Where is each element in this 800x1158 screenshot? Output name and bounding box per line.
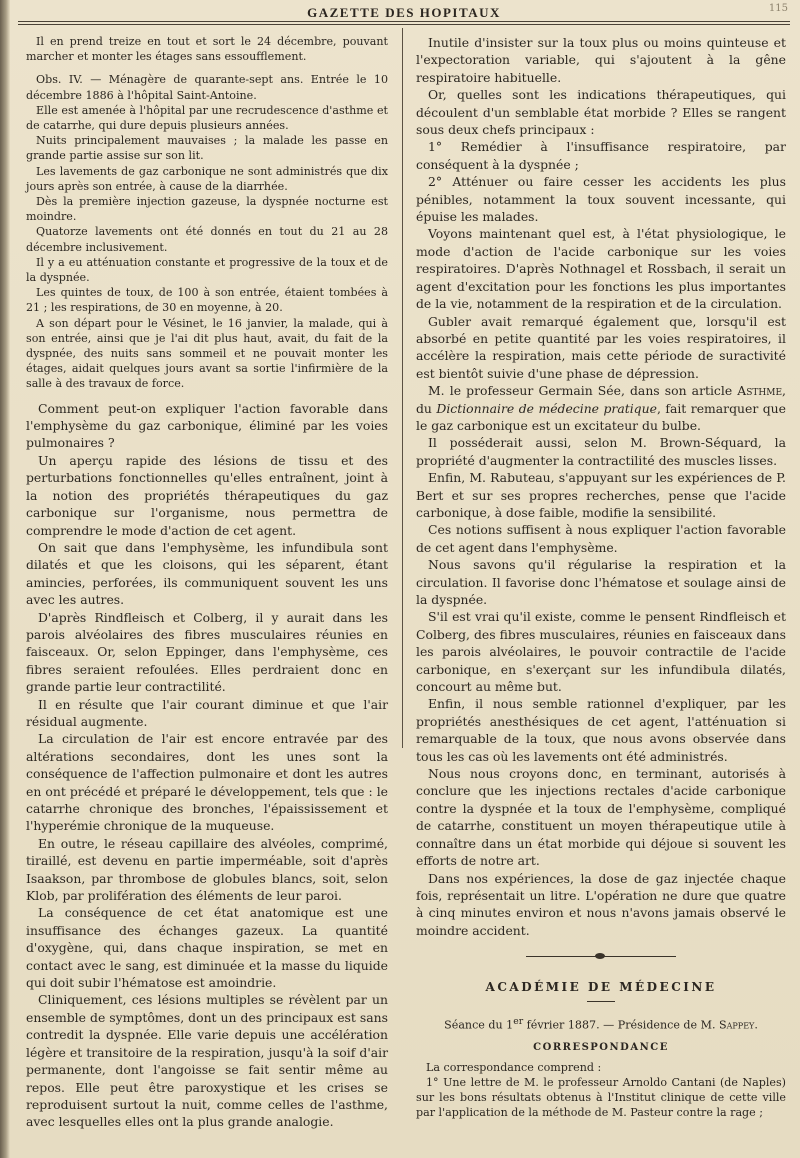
- paragraph: Il en résulte que l'air courant diminue et que l'air résidual augmente.: [26, 696, 388, 729]
- case-observation: [26, 34, 388, 392]
- paragraph: Enfin, M. Rabuteau, s'appuyant sur les expériences de P. Bert et sur ses propres recherches, pense que l'acide carbonique, à dose faible, modifie la sensibilité.: [416, 470, 786, 520]
- paragraph: 1° Une lettre de M. le professeur Arnoldo Cantani (de Naples) sur les bons résultats obtenus à l'Institut clinique de cette ville par l'application de la méthode de M. Pasteur contre la rage ;: [416, 1075, 786, 1120]
- journal-title: GAZETTE DES HOPITAUX: [307, 5, 501, 20]
- academy-section: [416, 1014, 786, 1121]
- subhead-correspondance: CORRESPONDANCE: [533, 1042, 669, 1054]
- paragraph: Gubler avait remarqué également que, lorsqu'il est absorbé en petite quantité par les voies respiratoires, il accélère la respiration, mais cette période de suractivité est bientôt suivie d'une phase de dépression.: [416, 313, 786, 381]
- president-name: Sappey: [719, 1018, 755, 1032]
- page-number: 115: [768, 3, 788, 14]
- paragraph: Il y a eu atténuation constante et progressive de la toux et de la dyspnée.: [26, 255, 388, 285]
- header-rule: [18, 21, 790, 22]
- paragraph: Les lavements de gaz carbonique ne sont administrés que dix jours après son entrée, à cause de la diarrhée.: [26, 164, 388, 193]
- session-line: Séance du 1er février 1887. — Présidence de M. Sappey.: [444, 1015, 758, 1032]
- paragraph: En outre, le réseau capillaire des alvéoles, comprimé, tiraillé, est devenu en partie imperméable, soit d'après Isaakson, par thrombose de globules blancs, soit, selon Klob, par prolifération des éléments de leur paroi.: [26, 835, 388, 904]
- paragraph: Inutile d'insister sur la toux plus ou moins quinteuse et l'expectoration variable, qui s'ajoutent à la gêne respiratoire habituelle.: [416, 35, 786, 85]
- paragraph: A son départ pour le Vésinet, le 16 janvier, la malade, qui à son entrée, ainsi que je l'ai dit plus haut, avait, du fait de la dyspnée, des nuits sans sommeil et ne pouvait monter les étages, aidait quelques jours avant sa sortie l'infirmière de la salle à des travaux de force.: [26, 316, 388, 391]
- paragraph: Enfin, il nous semble rationnel d'expliquer, par les propriétés anesthésiques de cet agent, l'atténuation si remarquable de la toux, que nous avons observée dans tous les cas où les lavements ont été administrés.: [416, 696, 786, 764]
- paragraph: La circulation de l'air est encore entravée par des altérations secondaires, dont les unes sont la conséquence de l'affection pulmonaire et dont les autres en ont précédé et préparé le développement, tels que : le catarrhe chronique des bronches, l'épaississement et l'hyperémie chronique de la muqueuse.: [26, 731, 388, 834]
- page-binding-edge: [0, 0, 10, 1158]
- paragraph: On sait que dans l'emphysème, les infundibula sont dilatés et que les cloisons, qui les séparent, étant amincies, perforées, ils communiquent souvent les uns avec les autres.: [26, 539, 388, 608]
- paragraph: Les quintes de toux, de 100 à son entrée, étaient tombées à 21 ; les respirations, de 30 en moyenne, à 20.: [26, 286, 388, 315]
- paragraph: 1° Remédier à l'insuffisance respiratoire, par conséquent à la dyspnée ;: [416, 139, 786, 172]
- paragraph: Dans nos expériences, la dose de gaz injectée chaque fois, représentait un litre. L'opération ne dure que quatre à cinq minutes environ et nous n'avons jamais observé le moindre accident.: [416, 870, 786, 938]
- paragraph: Il posséderait aussi, selon M. Brown-Séquard, la propriété d'augmenter la contractilité des muscles lisses.: [416, 435, 786, 468]
- paragraph: Nuits principalement mauvaises ; la malade les passe en grande partie assise sur son lit.: [26, 134, 388, 163]
- paragraph: Nous nous croyons donc, en terminant, autorisés à conclure que les injections rectales d'acide carbonique contre la dyspnée et la toux de l'emphysème, compliqué de catarrhe, constituent un moyen thérapeutique utile à connaître dans un état morbide qui déjoue si souvent les efforts de notre art.: [416, 766, 786, 869]
- paragraph: Un aperçu rapide des lésions de tissu et des perturbations fonctionnelles qu'elles entraînent, joint à la notion des propriétés thérapeutiques du gaz carbonique sur l'organisme, nous permettra de comprendre le mode d'action de cet agent.: [26, 452, 388, 538]
- paragraph: Il en prend treize en tout et sort le 24 décembre, pouvant marcher et monter les étages sans essoufflement.: [26, 35, 388, 64]
- paragraph: Obs. IV. — Ménagère de quarante-sept ans. Entrée le 10 décembre 1886 à l'hôpital Saint-Antoine.: [26, 73, 388, 102]
- paragraph: Voyons maintenant quel est, à l'état physiologique, le mode d'action de l'acide carbonique sur les voies respiratoires. D'après Nothnagel et Rossbach, il serait un agent d'excitation pour les fonctions les plus importantes de la vie, notamment de la respiration et de la circulation.: [416, 226, 786, 312]
- paragraph: Elle est amenée à l'hôpital par une recrudescence d'asthme et de catarrhe, qui dure depuis plusieurs années.: [26, 103, 388, 133]
- paragraph: Ces notions suffisent à nous expliquer l'action favorable de cet agent dans l'emphysème.: [416, 522, 786, 555]
- paragraph: Comment peut-on expliquer l'action favorable dans l'emphysème du gaz carbonique, éliminé par les voies pulmonaires ?: [26, 400, 388, 451]
- paragraph: S'il est vrai qu'il existe, comme le pensent Rindfleisch et Colberg, des fibres musculaires, réunies en faisceaux dans les parois alvéolaires, le pouvoir contractile de l'acide carbonique, en s'exerçant sur les infundibula dilatés, concourt au même but.: [416, 609, 786, 695]
- paragraph: D'après Rindfleisch et Colberg, il y aurait dans les parois alvéolaires des fibres musculaires réunies en faisceaux. Or, selon Eppinger, dans l'emphysème, ces fibres seraient refoulées. Elles perdraient donc en grande partie leur contractilité.: [26, 609, 388, 695]
- title-rule: [587, 1001, 615, 1002]
- paragraph: Nous savons qu'il régularise la respiration et la circulation. Il favorise donc l'hématose et soulage ainsi de la dyspnée.: [416, 557, 786, 607]
- column-divider: [402, 28, 403, 748]
- right-column: [416, 34, 786, 1120]
- header-rule-thin: [18, 24, 790, 25]
- paragraph: Dès la première injection gazeuse, la dyspnée nocturne est moindre.: [26, 195, 388, 224]
- paragraph: Or, quelles sont les indications thérapeutiques, qui découlent d'un semblable état morbide ? Elles se rangent sous deux chefs principaux :: [416, 87, 786, 138]
- paragraph: 2° Atténuer ou faire cesser les accidents les plus pénibles, notamment la toux souvent incessante, qui épuise les malades.: [416, 174, 786, 225]
- left-column: [26, 34, 388, 1131]
- section-title: ACADÉMIE DE MÉDECINE: [485, 980, 717, 995]
- paragraph-germain-see: M. le professeur Germain Sée, dans son article Asthme, du Dictionnaire de médecine pratique, fait remarquer que le gaz carbonique est un excitateur du bulbe.: [416, 383, 786, 433]
- paragraph: La correspondance comprend :: [426, 1060, 602, 1074]
- section-ornament: [526, 953, 676, 961]
- work-title: Dictionnaire de médecine pratique: [436, 400, 657, 416]
- paragraph: Cliniquement, ces lésions multiples se révèlent par un ensemble de symptômes, dont un des principaux est sans contredit la dyspnée. Elle varie depuis une accélération légère et transitoire de la respiration, jusqu'à la soif d'air permanente, dont l'angoisse se fait sentir même au repos. Elle peut être paroxystique et les crises se reproduisent surtout la nuit, comme celles de l'asthme, avec lesquelles elles ont la plus grande analogie.: [26, 992, 388, 1130]
- paragraph: La conséquence de cet état anatomique est une insuffisance des échanges gazeux. La quantité d'oxygène, qui, dans chaque inspiration, se met en contact avec le sang, est diminuée et la masse du liquide qui doit subir l'hématose est amoindrie.: [26, 905, 388, 991]
- term-asthme: Asthme: [737, 383, 783, 399]
- paragraph: Quatorze lavements ont été donnés en tout du 21 au 28 décembre inclusivement.: [26, 225, 388, 254]
